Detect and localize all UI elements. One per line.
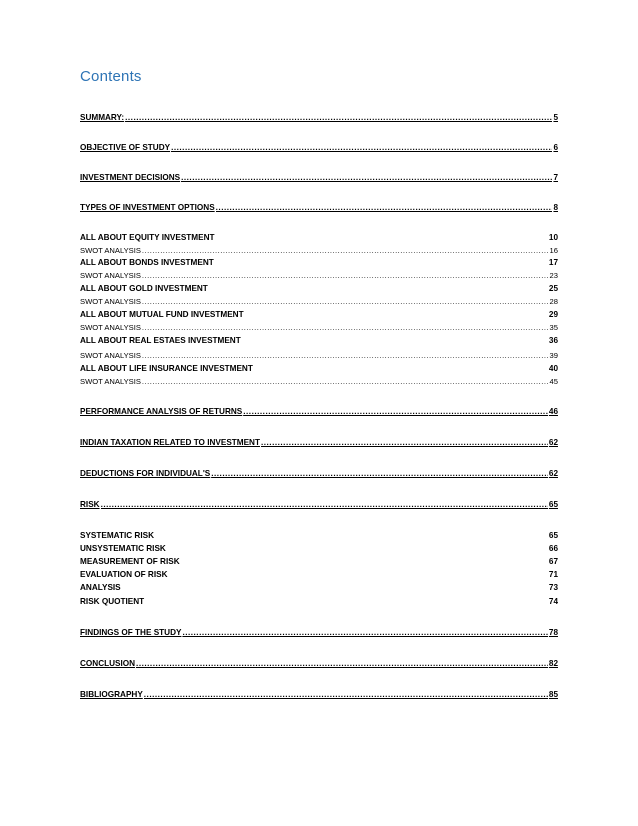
toc-entry-page: 7 xyxy=(553,173,558,182)
toc-entry-page: 62 xyxy=(548,438,558,447)
dot-leader xyxy=(142,270,549,281)
dot-leader xyxy=(101,499,548,511)
toc-entry-page: 23 xyxy=(549,271,558,280)
toc-entry-label: INDIAN TAXATION RELATED TO INVESTMENT xyxy=(80,438,260,447)
toc-entry-real-estate[interactable] xyxy=(80,335,558,347)
dot-leader xyxy=(136,658,548,670)
toc-entry-summary[interactable] xyxy=(80,112,558,124)
dot-leader xyxy=(181,172,552,184)
toc-entry-swot-real-estate[interactable] xyxy=(80,350,558,361)
toc-entry-label: SWOT ANALYSIS xyxy=(80,297,141,306)
toc-entry-label: SWOT ANALYSIS xyxy=(80,271,141,280)
dot-leader xyxy=(171,142,552,154)
dot-leader xyxy=(125,112,552,124)
toc-entry-swot-life-insurance[interactable] xyxy=(80,376,558,387)
toc-entry-page: 40 xyxy=(548,364,558,373)
toc-entry-bonds[interactable] xyxy=(80,257,558,269)
toc-entry-page: 65 xyxy=(548,531,558,540)
toc-entry-label: OBJECTIVE OF STUDY xyxy=(80,143,171,152)
dot-leader xyxy=(216,202,553,214)
toc-entry-label: ALL ABOUT GOLD INVESTMENT xyxy=(80,284,208,293)
dot-leader xyxy=(182,627,547,639)
contents-heading: Contents xyxy=(80,68,142,85)
toc-entry-objective[interactable] xyxy=(80,142,558,154)
toc-entry-label: FINDINGS OF THE STUDY xyxy=(80,628,182,637)
toc-entry-swot-gold[interactable] xyxy=(80,296,558,307)
toc-entry-label: DEDUCTIONS FOR INDIVIDUAL'S xyxy=(80,469,211,478)
toc-entry-page: 36 xyxy=(548,336,558,345)
toc-entry-label: RISK QUOTIENT xyxy=(80,597,145,606)
dot-leader xyxy=(142,376,549,387)
dot-leader xyxy=(142,245,549,256)
toc-entry-page: 45 xyxy=(549,377,558,386)
toc-entry-label: BIBLIOGRAPHY xyxy=(80,690,143,699)
toc-entry-page: 28 xyxy=(549,297,558,306)
toc-entry-label: SWOT ANALYSIS xyxy=(80,323,141,332)
toc-entry-label: CONCLUSION xyxy=(80,659,136,668)
toc-entry-label: ANALYSIS xyxy=(80,583,121,592)
toc-entry-label: SWOT ANALYSIS xyxy=(80,246,141,255)
toc-entry-decisions[interactable] xyxy=(80,172,558,184)
toc-entry-evaluation-of-risk[interactable] xyxy=(80,569,558,581)
toc-entry-page: 85 xyxy=(548,690,558,699)
toc-entry-label: SUMMARY: xyxy=(80,113,125,122)
toc-entry-mutual-fund[interactable] xyxy=(80,309,558,321)
dot-leader xyxy=(142,350,549,361)
toc-entry-page: 5 xyxy=(553,113,558,122)
toc-entry-page: 65 xyxy=(548,500,558,509)
toc-entry-performance[interactable] xyxy=(80,406,558,418)
toc-entry-page: 71 xyxy=(548,570,558,579)
toc-entry-measurement-of-risk[interactable] xyxy=(80,556,558,568)
dot-leader xyxy=(243,406,548,418)
toc-entry-page: 35 xyxy=(549,323,558,332)
toc-entry-page: 82 xyxy=(548,659,558,668)
toc-entry-taxation[interactable] xyxy=(80,437,558,449)
toc-entry-page: 73 xyxy=(548,583,558,592)
toc-entry-analysis[interactable] xyxy=(80,582,558,594)
dot-leader xyxy=(144,689,548,701)
toc-entry-risk-quotient[interactable] xyxy=(80,596,558,608)
toc-entry-label: ALL ABOUT REAL ESTAES INVESTMENT xyxy=(80,336,241,345)
dot-leader xyxy=(142,322,549,333)
toc-entry-label: ALL ABOUT MUTUAL FUND INVESTMENT xyxy=(80,310,244,319)
toc-entry-page: 78 xyxy=(548,628,558,637)
toc-entry-label: SWOT ANALYSIS xyxy=(80,351,141,360)
toc-entry-page: 39 xyxy=(549,351,558,360)
toc-entry-page: 10 xyxy=(548,233,558,242)
toc-entry-label: ALL ABOUT LIFE INSURANCE INVESTMENT xyxy=(80,364,253,373)
dot-leader xyxy=(261,437,548,449)
toc-entry-unsystematic-risk[interactable] xyxy=(80,543,558,555)
toc-entry-label: SWOT ANALYSIS xyxy=(80,377,141,386)
dot-leader xyxy=(211,468,548,480)
toc-entry-page: 8 xyxy=(553,203,558,212)
toc-entry-gold[interactable] xyxy=(80,283,558,295)
toc-entry-page: 66 xyxy=(548,544,558,553)
toc-entry-bibliography[interactable] xyxy=(80,689,558,701)
toc-entry-page: 29 xyxy=(548,310,558,319)
toc-entry-page: 17 xyxy=(548,258,558,267)
toc-entry-label: MEASUREMENT OF RISK xyxy=(80,557,180,566)
toc-entry-label: UNSYSTEMATIC RISK xyxy=(80,544,166,553)
toc-entry-swot-bonds[interactable] xyxy=(80,270,558,281)
toc-entry-swot-mutual-fund[interactable] xyxy=(80,322,558,333)
toc-entry-life-insurance[interactable] xyxy=(80,363,558,375)
toc-entry-label: RISK xyxy=(80,500,100,509)
toc-entry-swot-equity[interactable] xyxy=(80,245,558,256)
toc-entry-label: EVALUATION OF RISK xyxy=(80,570,168,579)
toc-entry-deductions[interactable] xyxy=(80,468,558,480)
toc-entry-label: ALL ABOUT BONDS INVESTMENT xyxy=(80,258,214,267)
toc-entry-label: PERFORMANCE ANALYSIS OF RETURNS xyxy=(80,407,243,416)
toc-entry-page: 62 xyxy=(548,469,558,478)
toc-entry-page: 74 xyxy=(548,597,558,606)
toc-entry-label: ALL ABOUT EQUITY INVESTMENT xyxy=(80,233,215,242)
toc-entry-risk[interactable] xyxy=(80,499,558,511)
toc-entry-label: SYSTEMATIC RISK xyxy=(80,531,154,540)
toc-entry-page: 16 xyxy=(549,246,558,255)
toc-entry-page: 46 xyxy=(548,407,558,416)
toc-entry-label: TYPES OF INVESTMENT OPTIONS xyxy=(80,203,215,212)
toc-entry-page: 67 xyxy=(548,557,558,566)
toc-entry-findings[interactable] xyxy=(80,627,558,639)
toc-entry-page: 25 xyxy=(548,284,558,293)
toc-entry-page: 6 xyxy=(553,143,558,152)
toc-entry-label: INVESTMENT DECISIONS xyxy=(80,173,181,182)
toc-entry-conclusion[interactable] xyxy=(80,658,558,670)
toc-entry-equity[interactable] xyxy=(80,232,558,244)
dot-leader xyxy=(142,296,549,307)
toc-entry-types[interactable] xyxy=(80,202,558,214)
toc-entry-systematic-risk[interactable] xyxy=(80,530,558,542)
